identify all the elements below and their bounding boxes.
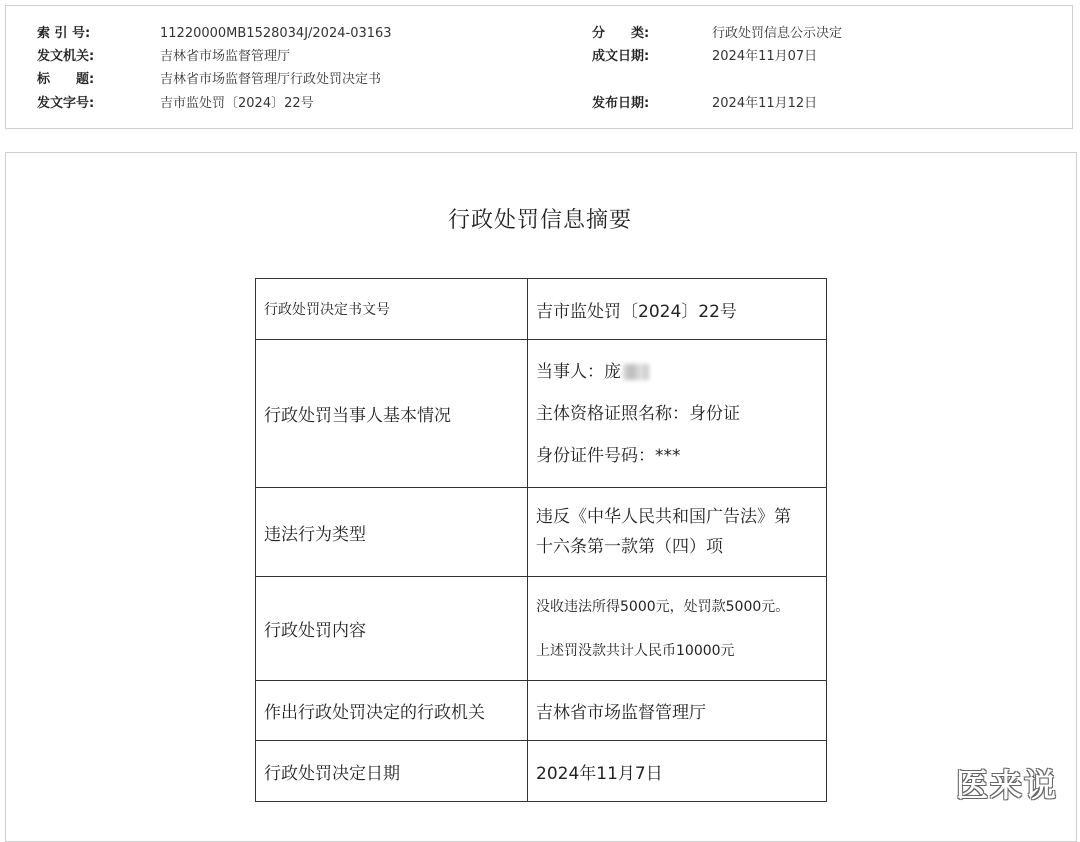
value-line: 上述罚没款共计人民币10000元 <box>536 642 735 659</box>
created-date-value: 2024年11月07日 <box>712 49 818 64</box>
index-number-label: 索 引 号: <box>37 26 91 41</box>
published-date-label: 发布日期: <box>592 96 650 111</box>
document-title: 行政处罚信息摘要 <box>447 208 632 233</box>
table-row <box>256 741 827 802</box>
row-key: 作出行政处罚决定的行政机关 <box>256 681 528 741</box>
row-value <box>528 741 827 802</box>
row-value <box>528 340 827 488</box>
category-label: 分 类: <box>592 26 650 41</box>
value-line <box>536 351 818 393</box>
value-line: 身份证件号码：*** <box>536 445 681 466</box>
row-key: 违法行为类型 <box>256 488 528 577</box>
watermark-logo: 医来说 <box>955 766 1058 804</box>
row-value <box>528 681 827 741</box>
issuer-value: 吉林省市场监督管理厅 <box>160 49 291 64</box>
row-key: 行政处罚当事人基本情况 <box>256 340 528 488</box>
row-value <box>528 577 827 681</box>
table-row <box>256 488 827 577</box>
value-line: 主体资格证照名称：身份证 <box>536 403 740 424</box>
penalty-summary-table <box>255 278 827 802</box>
table-row <box>256 681 827 741</box>
document-number-label: 发文字号: <box>37 96 95 111</box>
issuer-label: 发文机关: <box>37 49 95 64</box>
value-line: 违反《中华人民共和国广告法》第 <box>536 507 791 527</box>
value-line: 没收违法所得5000元，处罚款5000元。 <box>536 598 790 615</box>
row-key: 行政处罚内容 <box>256 577 528 681</box>
category-value: 行政处罚信息公示决定 <box>712 26 843 41</box>
value-line: 2024年11月7日 <box>536 763 663 784</box>
created-date-label: 成文日期: <box>592 49 650 64</box>
index-number <box>37 26 90 42</box>
value-line: 吉林省市场监督管理厅 <box>536 703 706 723</box>
index-number-value: 11220000MB1528034J/2024-03163 <box>160 26 392 41</box>
table-row <box>256 577 827 681</box>
document-number-value: 吉市监处罚〔2024〕22号 <box>160 96 314 111</box>
party-name: 当事人：庞 <box>536 361 621 382</box>
table-row <box>256 340 827 488</box>
title-value: 吉林省市场监督管理厅行政处罚决定书 <box>160 72 382 87</box>
value-line: 吉市监处罚〔2024〕22号 <box>536 301 737 322</box>
published-date-value: 2024年11月12日 <box>712 96 818 111</box>
row-key: 行政处罚决定日期 <box>256 741 528 802</box>
title-label: 标 题: <box>37 72 95 87</box>
table-row <box>256 279 827 340</box>
row-key: 行政处罚决定书文号 <box>256 279 528 340</box>
row-value <box>528 488 827 577</box>
redacted-name <box>623 364 649 380</box>
row-value <box>528 279 827 340</box>
value-line: 十六条第一款第（四）项 <box>536 537 723 557</box>
